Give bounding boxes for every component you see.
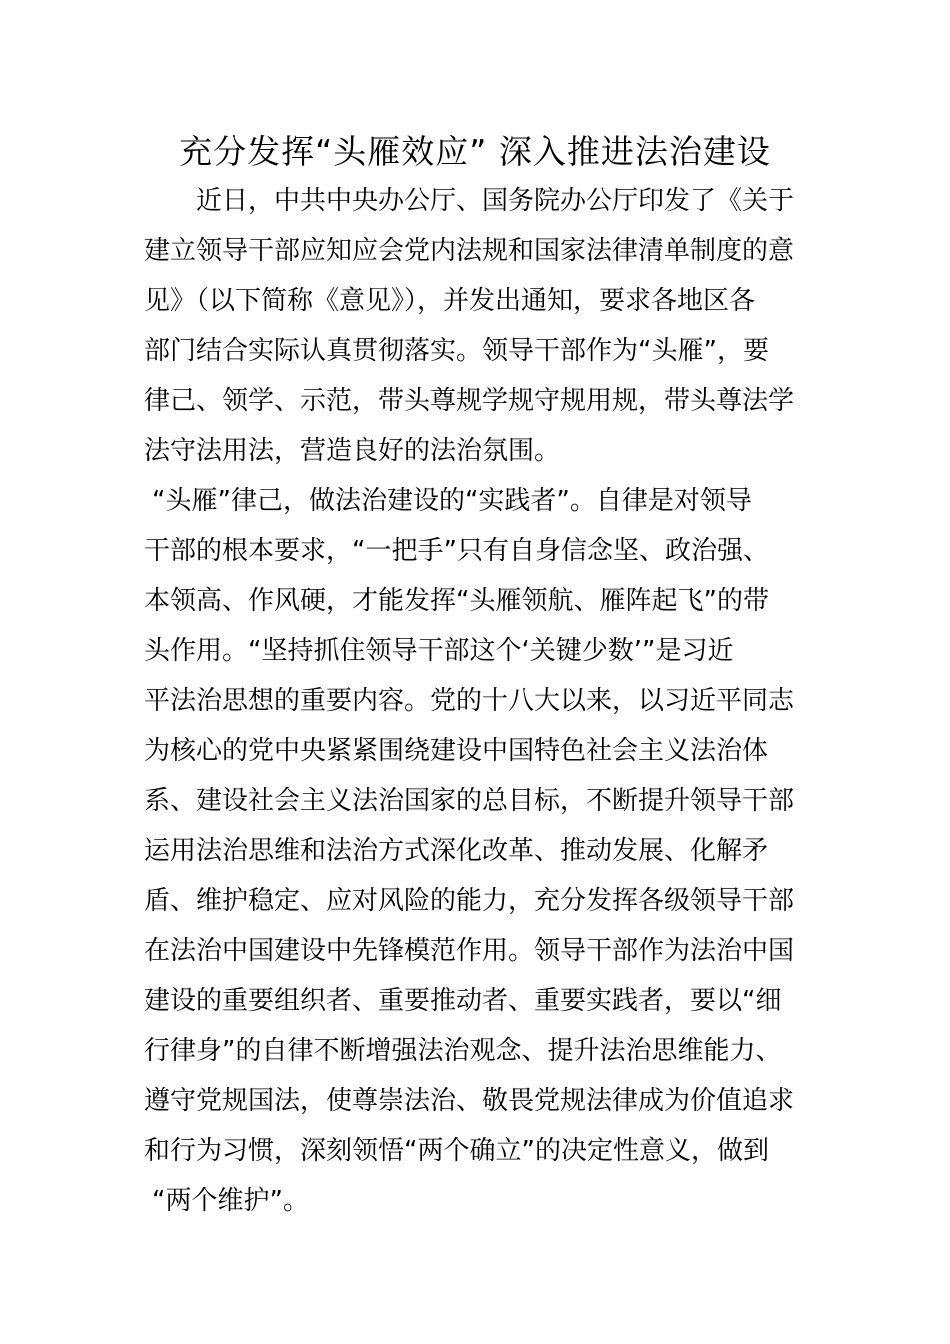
body-line: 平法治思想的重要内容。党的十八大以来，以习近平同志 <box>144 686 795 716</box>
body-line: 为核心的党中央紧紧围绕建设中国特色社会主义法治体 <box>144 736 769 766</box>
document-title: 充分发挥“头雁效应” 深入推进法治建设 <box>179 132 771 171</box>
body-line: 行律身”的自律不断增强法治观念、提升法治思维能力、 <box>144 1036 782 1066</box>
body-line: 部门结合实际认真贯彻落实。领导干部作为“头雁”，要 <box>144 336 769 366</box>
body-line: 盾、维护稳定、应对风险的能力，充分发挥各级领导干部 <box>144 886 795 916</box>
body-line: 本领高、作风硬，才能发挥“头雁领航、雁阵起飞”的带 <box>144 586 769 616</box>
body-line: 运用法治思维和法治方式深化改革、推动发展、化解矛 <box>144 836 769 866</box>
body-line: 头作用。“坚持抓住领导干部这个‘关键少数’”是习近 <box>144 636 734 666</box>
body-line: 遵守党规国法，使尊崇法治、敬畏党规法律成为价值追求 <box>144 1086 795 1116</box>
body-line: 和行为习惯，深刻领悟“两个确立”的决定性意义，做到 <box>144 1136 769 1166</box>
body-line: 建立领导干部应知应会党内法规和国家法律清单制度的意 <box>144 236 795 266</box>
body-line: 见》（以下简称《意见》），并发出通知，要求各地区各 <box>144 286 756 316</box>
body-line: “两个维护”。 <box>152 1186 309 1216</box>
body-line: 干部的根本要求，“一把手”只有自身信念坚、政治强、 <box>144 536 769 566</box>
body-line: 法守法用法，营造良好的法治氛围。 <box>144 436 561 466</box>
body-line: 建设的重要组织者、重要推动者、重要实践者，要以“细 <box>144 986 782 1016</box>
body-line: 系、建设社会主义法治国家的总目标，不断提升领导干部 <box>144 786 795 816</box>
body-line: 律己、领学、示范，带头尊规学规守规用规，带头尊法学 <box>144 386 795 416</box>
body-line: “头雁”律己，做法治建设的“实践者”。自律是对领导 <box>152 486 752 516</box>
body-line: 近日，中共中央办公厅、国务院办公厅印发了《关于 <box>144 186 795 216</box>
body-line: 在法治中国建设中先锋模范作用。领导干部作为法治中国 <box>144 936 795 966</box>
